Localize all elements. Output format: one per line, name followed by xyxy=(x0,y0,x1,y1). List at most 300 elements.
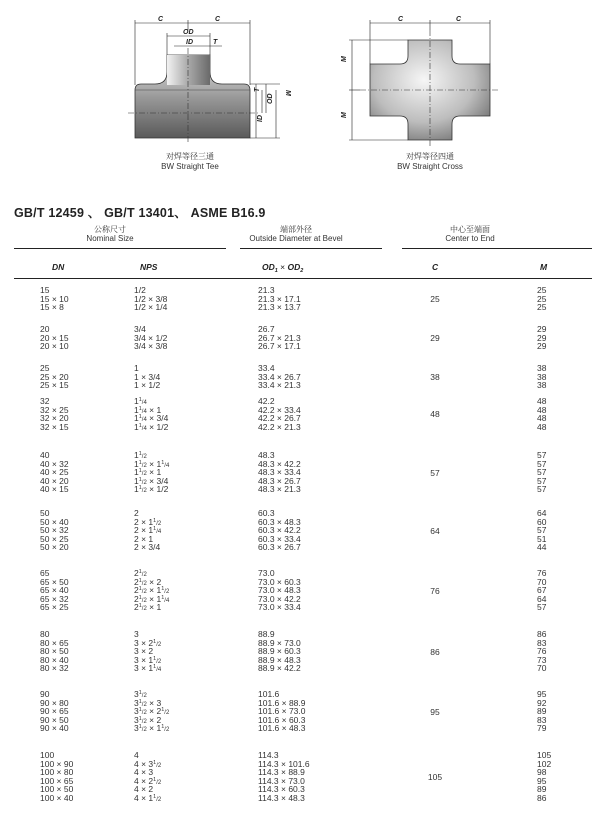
nps-part: × 1/2 xyxy=(146,484,169,495)
nps-part: 2 xyxy=(134,576,139,587)
nps-part: × 1 xyxy=(146,602,162,613)
nps-fraction-num: 1 xyxy=(153,526,157,533)
nps-fraction-num: 1 xyxy=(138,586,142,593)
col-nps xyxy=(134,365,160,391)
cell-m: 89 xyxy=(537,784,547,795)
cell-od: 21.3 × 17.1 xyxy=(258,293,301,304)
nps-part: 2 × 1 xyxy=(134,533,154,544)
nps-fraction-num: 1 xyxy=(138,405,142,412)
cell-nps xyxy=(134,486,169,495)
cell-dn: 40 × 15 xyxy=(40,484,69,495)
nps-part: 3 xyxy=(134,714,139,725)
nps-part: 1 xyxy=(134,396,139,406)
cell-dn: 100 × 90 xyxy=(40,758,74,769)
nps-fraction-num: 1 xyxy=(138,698,142,705)
cell-m: 64 xyxy=(537,508,547,518)
col-header-m: M xyxy=(540,262,548,272)
cell-od: 101.6 × 48.3 xyxy=(258,723,306,734)
cell-od: 73.0 × 42.2 xyxy=(258,593,301,604)
tee-dim-id: ID xyxy=(186,39,193,46)
cell-od: 73.0 xyxy=(258,568,275,578)
cell-m: 98 xyxy=(537,767,547,778)
tee-caption-cn: 对焊等径三通 xyxy=(166,152,214,161)
nps-part: 3 × 1 xyxy=(134,654,154,665)
nps-fraction-num: 1 xyxy=(138,569,142,575)
cell-c: 105 xyxy=(427,771,443,782)
cell-m: 38 xyxy=(537,363,547,373)
nps-fraction-num: 1 xyxy=(138,468,142,475)
col-header-od1-sub: 1 xyxy=(274,268,278,274)
cell-dn: 25 xyxy=(40,363,50,373)
cell-od: 101.6 × 88.9 xyxy=(258,697,306,708)
cell-od: 42.2 × 26.7 xyxy=(258,413,301,424)
cell-nps xyxy=(134,665,161,674)
nps-fraction-den: /2 xyxy=(156,520,162,527)
col-dn xyxy=(40,326,69,352)
cell-dn: 80 × 50 xyxy=(40,646,69,657)
col-header-dn: DN xyxy=(52,262,65,272)
col-nps xyxy=(134,691,169,734)
col-nps xyxy=(134,510,161,553)
cell-m: 86 xyxy=(537,629,547,639)
nps-part: × 1 xyxy=(146,593,162,604)
cell-od: 60.3 × 48.3 xyxy=(258,516,301,527)
nps-part: 1 × 1/2 xyxy=(134,380,161,391)
nps-part: 2 xyxy=(134,568,139,578)
nps-fraction-num: 1 xyxy=(138,707,142,714)
group-nominal-en: Nominal Size xyxy=(86,234,134,243)
nps-part: 4 × 3 xyxy=(134,767,154,778)
cell-od: 114.3 xyxy=(258,750,279,760)
nps-fraction-num: 1 xyxy=(138,577,142,584)
col-nps xyxy=(134,570,169,613)
nps-fraction-den: /2 xyxy=(141,597,147,604)
standard-title: GB/T 12459 、 GB/T 13401、 ASME B16.9 xyxy=(14,206,266,220)
nps-part: 3 × 1 xyxy=(134,663,154,674)
nps-fraction-den: /2 xyxy=(141,580,147,587)
cell-m: 95 xyxy=(537,775,547,786)
nps-part: 2 xyxy=(134,585,139,596)
group-nominal xyxy=(50,225,170,243)
group-od-cn: 端部外径 xyxy=(280,225,312,234)
cell-dn: 25 × 20 xyxy=(40,371,69,382)
nps-fraction-den: /4 xyxy=(156,667,162,674)
nps-fraction-num: 1 xyxy=(153,517,157,524)
cross-dim-c2: C xyxy=(456,16,462,23)
col-od xyxy=(258,398,301,432)
cell-m: 89 xyxy=(537,706,547,717)
nps-part: 2 xyxy=(134,602,139,613)
cross-caption-en: BW Straight Cross xyxy=(397,162,463,171)
cell-od: 73.0 × 48.3 xyxy=(258,585,301,596)
col-header-nps: NPS xyxy=(140,262,158,272)
nps-fraction-num: 1 xyxy=(153,759,157,766)
nps-fraction-num: 1 xyxy=(161,459,165,466)
col-dn xyxy=(40,287,69,313)
cell-m: 57 xyxy=(537,450,547,460)
cell-m: 76 xyxy=(537,646,547,657)
cell-dn: 100 × 65 xyxy=(40,775,74,786)
col-nps xyxy=(134,398,168,432)
nps-part: × 1 xyxy=(146,467,162,478)
cell-od: 60.3 × 26.7 xyxy=(258,542,301,553)
nps-part: 2 xyxy=(134,593,139,604)
nps-fraction-num: 1 xyxy=(161,724,165,731)
cell-m: 29 xyxy=(537,332,547,343)
nps-part: × 1/2 xyxy=(146,421,169,432)
nps-fraction-den: /2 xyxy=(156,762,162,769)
cell-m: 86 xyxy=(537,792,547,803)
cell-m: 70 xyxy=(537,576,547,587)
nps-fraction-den: /2 xyxy=(164,710,170,717)
header-rule-left xyxy=(14,248,226,249)
cell-dn: 65 xyxy=(40,568,50,578)
cell-dn: 32 xyxy=(40,396,50,406)
nps-fraction-num: 1 xyxy=(153,793,157,800)
cell-od: 101.6 × 73.0 xyxy=(258,706,306,717)
cell-m: 48 xyxy=(537,421,547,432)
cell-dn: 65 × 25 xyxy=(40,602,69,613)
group-cte-en: Center to End xyxy=(445,234,495,243)
cell-dn: 20 × 15 xyxy=(40,332,69,343)
cell-od: 26.7 xyxy=(258,324,275,334)
cell-m: 29 xyxy=(537,324,547,334)
cell-dn: 32 × 25 xyxy=(40,404,69,415)
col-od xyxy=(258,452,301,495)
cell-dn: 40 × 32 xyxy=(40,458,69,469)
cell-nps xyxy=(134,604,169,613)
cell-m: 79 xyxy=(537,723,547,734)
nps-part: × 1 xyxy=(146,404,162,415)
nps-fraction-den: /2 xyxy=(156,796,162,803)
cell-m: 48 xyxy=(537,413,547,424)
cell-m: 92 xyxy=(537,697,547,708)
cell-dn: 80 xyxy=(40,629,50,639)
nps-fraction-den: /2 xyxy=(141,488,147,495)
nps-part: 1 × 3/4 xyxy=(134,371,161,382)
nps-fraction-den: /2 xyxy=(141,710,147,717)
cell-m: 70 xyxy=(537,663,547,674)
cell-dn: 50 × 40 xyxy=(40,516,69,527)
nps-fraction-num: 1 xyxy=(138,724,142,731)
col-header-od xyxy=(262,262,303,272)
cell-od: 114.3 × 48.3 xyxy=(258,792,305,803)
cell-m: 57 xyxy=(537,467,547,478)
cell-dn: 90 xyxy=(40,689,50,699)
col-dn xyxy=(40,570,69,613)
nps-fraction-den: /2 xyxy=(164,589,170,596)
col-dn xyxy=(40,752,73,804)
nps-fraction-num: 1 xyxy=(138,603,142,610)
col-od xyxy=(258,287,301,313)
nps-part: 3/4 × 1/2 xyxy=(134,332,168,343)
cell-c: 64 xyxy=(430,525,440,536)
cell-c: 57 xyxy=(430,467,440,478)
cell-c: 76 xyxy=(430,585,440,596)
cell-od: 88.9 × 60.3 xyxy=(258,646,301,657)
nps-part: 1/2 xyxy=(134,285,146,295)
cell-dn: 90 × 65 xyxy=(40,706,69,717)
nps-part: × 1 xyxy=(146,585,162,596)
cell-nps xyxy=(134,382,160,391)
cell-dn: 40 × 20 xyxy=(40,475,69,486)
cell-dn: 80 × 32 xyxy=(40,663,69,674)
cell-m: 48 xyxy=(537,404,547,415)
nps-fraction-den: /2 xyxy=(141,701,147,708)
col-nps xyxy=(134,452,169,495)
cell-dn: 20 xyxy=(40,324,50,334)
cross-dim-m2: M xyxy=(341,112,348,118)
cell-dn: 90 × 80 xyxy=(40,697,69,708)
col-m xyxy=(537,326,546,352)
cell-m: 48 xyxy=(537,396,547,406)
cell-m: 25 xyxy=(537,293,547,304)
group-od-en: Outside Diameter at Bevel xyxy=(249,234,343,243)
tee-dim-id-v: ID xyxy=(257,115,264,122)
col-m xyxy=(537,631,546,674)
col-m xyxy=(537,452,546,495)
cross-body xyxy=(360,30,500,148)
nps-part: 4 × 2 xyxy=(134,775,154,786)
nps-fraction-num: 1 xyxy=(138,397,142,403)
cell-od: 73.0 × 60.3 xyxy=(258,576,301,587)
nps-fraction-num: 1 xyxy=(153,638,157,645)
cell-od: 26.7 × 17.1 xyxy=(258,341,301,352)
cell-od: 33.4 × 21.3 xyxy=(258,380,301,391)
col-m xyxy=(537,510,546,553)
col-m xyxy=(537,691,546,734)
nps-part: × 1 xyxy=(146,458,162,469)
nps-part: 1 xyxy=(134,363,139,373)
cell-m: 83 xyxy=(537,637,547,648)
cell-od: 48.3 xyxy=(258,450,275,460)
cell-od: 88.9 × 42.2 xyxy=(258,663,301,674)
header-rule-bottom xyxy=(14,278,592,279)
nps-fraction-num: 1 xyxy=(138,485,142,492)
nps-part: 3 xyxy=(134,723,139,734)
nps-fraction-den: /2 xyxy=(141,454,147,460)
col-header-od1: OD xyxy=(262,262,275,272)
cell-m: 44 xyxy=(537,542,547,553)
cell-dn: 50 × 20 xyxy=(40,542,69,553)
nps-fraction-num: 1 xyxy=(153,655,157,662)
tee-dim-m: M xyxy=(284,90,291,96)
cell-dn: 32 × 15 xyxy=(40,421,69,432)
nps-fraction-den: /2 xyxy=(156,641,162,648)
cell-nps xyxy=(134,304,167,313)
cell-c: 38 xyxy=(430,371,440,382)
nps-part: 1 xyxy=(134,404,139,415)
nps-fraction-num: 1 xyxy=(161,594,165,601)
col-m xyxy=(537,398,546,432)
nps-part: 1 xyxy=(134,421,139,432)
cell-nps xyxy=(134,343,167,352)
cell-od: 33.4 × 26.7 xyxy=(258,371,301,382)
cell-od: 48.3 × 33.4 xyxy=(258,467,301,478)
cell-dn: 90 × 40 xyxy=(40,723,69,734)
cell-od: 88.9 xyxy=(258,629,275,639)
tee-dim-t-v: T xyxy=(254,87,261,92)
group-nominal-cn: 公称尺寸 xyxy=(94,225,126,234)
cell-od: 42.2 × 21.3 xyxy=(258,421,301,432)
cell-od: 21.3 xyxy=(258,285,275,295)
nps-part: × 2 xyxy=(146,714,162,725)
col-nps xyxy=(134,752,161,804)
cell-od: 60.3 × 42.2 xyxy=(258,525,301,536)
cell-od: 114.3 × 88.9 xyxy=(258,767,305,778)
nps-part: 1 xyxy=(134,484,139,495)
col-dn xyxy=(40,365,69,391)
cell-od: 73.0 × 33.4 xyxy=(258,602,301,613)
nps-part: 3/4 × 3/8 xyxy=(134,341,168,352)
nps-fraction-num: 1 xyxy=(138,715,142,722)
nps-fraction-num: 1 xyxy=(138,451,142,457)
col-header-od2-sub: 2 xyxy=(300,268,304,274)
nps-part: 3 xyxy=(134,697,139,708)
cell-m: 25 xyxy=(537,285,547,295)
col-m xyxy=(537,365,546,391)
nps-part: × 3/4 xyxy=(146,475,169,486)
cell-od: 114.3 × 73.0 xyxy=(258,775,305,786)
group-cte-cn: 中心至端面 xyxy=(450,225,490,234)
nps-fraction-den: /4 xyxy=(141,425,147,432)
col-m xyxy=(537,752,551,804)
nps-fraction-den: /2 xyxy=(141,727,147,734)
cell-od: 114.3 × 60.3 xyxy=(258,784,305,795)
cell-m: 29 xyxy=(537,341,547,352)
cross-caption xyxy=(380,152,480,172)
cell-m: 105 xyxy=(537,750,552,760)
nps-fraction-den: /2 xyxy=(141,606,147,613)
tee-diagram xyxy=(0,0,592,150)
cell-m: 38 xyxy=(537,371,547,382)
cell-c: 48 xyxy=(430,409,440,420)
cell-c: 25 xyxy=(430,293,440,304)
cell-dn: 65 × 40 xyxy=(40,585,69,596)
nps-fraction-num: 1 xyxy=(138,594,142,601)
nps-part: 2 × 3/4 xyxy=(134,542,161,553)
cell-dn: 65 × 50 xyxy=(40,576,69,587)
header-rule-mid xyxy=(240,248,382,249)
nps-fraction-den: /4 xyxy=(164,597,170,604)
cell-dn: 15 × 8 xyxy=(40,302,64,313)
cell-m: 25 xyxy=(537,302,547,313)
cell-od: 48.3 × 42.2 xyxy=(258,458,301,469)
cell-m: 76 xyxy=(537,568,547,578)
nps-fraction-num: 1 xyxy=(161,707,165,714)
tee-caption xyxy=(140,152,240,172)
col-header-od-times: × xyxy=(277,262,288,272)
nps-part: 2 × 1 xyxy=(134,525,154,536)
cell-dn: 90 × 50 xyxy=(40,714,69,725)
nps-part: 1 xyxy=(134,458,139,469)
col-od xyxy=(258,510,301,553)
nps-part: × 3/4 xyxy=(146,413,169,424)
cell-od: 21.3 × 13.7 xyxy=(258,302,301,313)
cell-dn: 65 × 32 xyxy=(40,593,69,604)
nps-part: 1 xyxy=(134,413,139,424)
nps-part: 2 × 1 xyxy=(134,516,154,527)
cell-dn: 50 × 25 xyxy=(40,533,69,544)
cross-caption-cn: 对焊等径四通 xyxy=(406,152,454,161)
nps-part: 4 × 2 xyxy=(134,784,154,795)
cell-m: 102 xyxy=(537,758,552,769)
nps-fraction-den: /2 xyxy=(141,589,147,596)
nps-part: 1 xyxy=(134,467,139,478)
col-nps xyxy=(134,631,161,674)
cross-dim-c1: C xyxy=(398,16,404,23)
col-header-od2: OD xyxy=(287,262,301,272)
cell-dn: 100 xyxy=(40,750,55,760)
nps-part: 3 xyxy=(134,706,139,717)
cell-od: 48.3 × 26.7 xyxy=(258,475,301,486)
cell-dn: 20 × 10 xyxy=(40,341,69,352)
cell-nps xyxy=(134,725,169,734)
col-od xyxy=(258,691,306,734)
nps-fraction-den: /2 xyxy=(141,479,147,486)
tee-caption-en: BW Straight Tee xyxy=(161,162,219,171)
nps-part: × 1 xyxy=(146,723,162,734)
cell-c: 29 xyxy=(430,332,440,343)
nps-fraction-den: /4 xyxy=(141,400,147,406)
cell-m: 83 xyxy=(537,714,547,725)
nps-part: × 2 xyxy=(146,706,162,717)
nps-fraction-num: 1 xyxy=(138,422,142,429)
cell-od: 101.6 × 60.3 xyxy=(258,714,306,725)
nps-part: 4 × 3 xyxy=(134,758,154,769)
cell-m: 95 xyxy=(537,689,547,699)
col-header-c: C xyxy=(432,262,439,272)
nps-fraction-den: /2 xyxy=(164,727,170,734)
group-od xyxy=(226,225,366,243)
col-m xyxy=(537,287,546,313)
col-dn xyxy=(40,452,69,495)
nps-fraction-num: 1 xyxy=(138,690,142,696)
col-dn xyxy=(40,398,69,432)
cell-m: 60 xyxy=(537,516,547,527)
nps-fraction-den: /4 xyxy=(164,462,170,469)
col-nps xyxy=(134,326,167,352)
nps-part: × 3 xyxy=(146,697,162,708)
tee-dim-t: T xyxy=(213,39,218,46)
cell-dn: 25 × 15 xyxy=(40,380,69,391)
cell-m: 73 xyxy=(537,654,547,665)
nps-fraction-den: /2 xyxy=(141,572,147,578)
cell-dn: 50 xyxy=(40,508,50,518)
cell-od: 60.3 × 33.4 xyxy=(258,533,301,544)
cell-dn: 80 × 65 xyxy=(40,637,69,648)
cell-od: 48.3 × 21.3 xyxy=(258,484,301,495)
nps-fraction-den: /2 xyxy=(141,718,147,725)
cell-m: 51 xyxy=(537,533,547,544)
nps-part: 3 × 2 xyxy=(134,637,154,648)
tee-dim-od: OD xyxy=(183,29,194,36)
cell-nps xyxy=(134,421,169,433)
cell-dn: 100 × 50 xyxy=(40,784,74,795)
nps-part: 1 xyxy=(134,450,139,460)
nps-fraction-num: 1 xyxy=(153,664,157,671)
cell-dn: 40 xyxy=(40,450,50,460)
nps-part: 3 xyxy=(134,689,139,699)
col-nps xyxy=(134,287,167,313)
cell-od: 42.2 × 33.4 xyxy=(258,404,301,415)
cell-od: 26.7 × 21.3 xyxy=(258,332,301,343)
col-dn xyxy=(40,631,69,674)
cell-m: 57 xyxy=(537,602,547,613)
nps-fraction-den: /2 xyxy=(156,779,162,786)
tee-dim-c2: C xyxy=(215,16,221,23)
col-m xyxy=(537,570,546,613)
